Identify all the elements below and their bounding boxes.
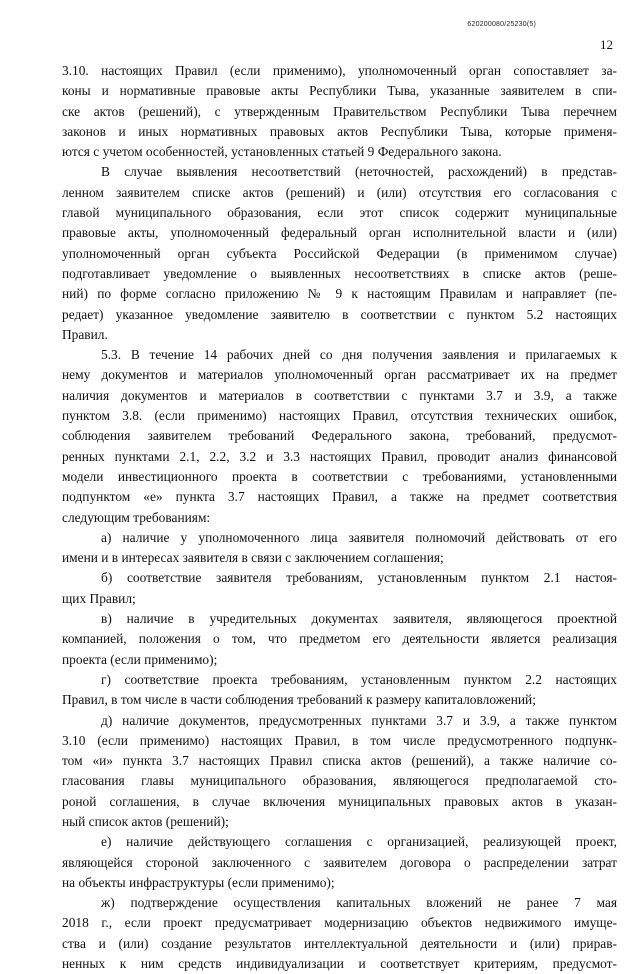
text-line: следующим требованиям: <box>62 509 211 525</box>
text-line: соблюдения заявителем требований Федерального закона, требований, предусмот- <box>62 428 617 444</box>
text-line: г) соответствие проекта требованиям, установленным пунктом 2.2 настоящих <box>101 671 617 687</box>
text-line: Правил, в том числе в части соблюдения требований к размеру капиталовложений; <box>62 692 536 708</box>
text-line: пунктом 3.8. (если применимо) настоящих Правил, отсутствия технических ошибок, <box>62 408 617 424</box>
text-line: Правил. <box>62 326 108 342</box>
text-line: проекта (если применимо); <box>62 651 218 667</box>
text-line: являющейся стороной заключенного с заявителем договора о распределении затрат <box>62 854 617 870</box>
text-line: 5.3. В течение 14 рабочих дней со дня получения заявления и прилагаемых к <box>101 347 617 363</box>
text-line: коны и нормативные правовые акты Республики Тыва, указанные заявителем в спи- <box>62 83 617 99</box>
text-line: ний) по форме согласно приложению № 9 к настоящим Правилам и направляет (пе- <box>62 286 617 302</box>
text-line: законов и иных нормативных правовых актов Республики Тыва, которые применя- <box>62 123 617 139</box>
text-line: роной соглашения, в случае включения муниципальных правовых актов в указан- <box>62 793 617 809</box>
text-line: уполномоченный орган субъекта Российской Федерации (в применимом случае) <box>62 245 617 261</box>
text-line: том «и» пункта 3.7 настоящих Правил списка актов (решений), а также наличие со- <box>62 753 617 769</box>
text-line: ются с учетом особенностей, установленных статьей 9 Федерального закона. <box>62 144 502 160</box>
text-line: компанией, положения о том, что предметом его деятельности является реализация <box>62 631 617 647</box>
text-line: 2018 г., если проект предусматривает модернизацию объектов недвижимого имуще- <box>62 915 617 931</box>
text-line: ске актов (решений), с утвержденным Правительством Республики Тыва перечнем <box>62 103 617 119</box>
text-line: ный список актов (решений); <box>62 813 229 829</box>
text-line: ненных к ним средств индивидуализации и соответствует критериям, предусмот- <box>62 956 617 972</box>
text-line: подготавливает уведомление о выявленных несоответствиях в списке актов (реше- <box>62 265 617 281</box>
text-line: на объекты инфраструктуры (если применимо); <box>62 874 335 890</box>
text-line: а) наличие у уполномоченного лица заявителя полномочий действовать от его <box>101 529 617 545</box>
text-line: е) наличие действующего соглашения с организацией, реализующей проект, <box>101 834 617 850</box>
text-line: правовые акты, уполномоченный федеральный орган исполнительной власти и (или) <box>62 225 617 241</box>
text-line: б) соответствие заявителя требованиям, установленным пунктом 2.1 настоя- <box>101 570 617 586</box>
text-line: щих Правил; <box>62 590 136 606</box>
text-line: модели инвестиционного проекта в соответствии с требованиями, установленными <box>62 468 617 484</box>
text-line: 3.10 (если применимо) настоящих Правил, в том числе предусмотренного подпунк- <box>62 732 617 748</box>
text-line: В случае выявления несоответствий (неточностей, расхождений) в представ- <box>101 164 617 180</box>
text-line: нему документов и материалов уполномоченный орган рассматривает их на предмет <box>62 367 617 383</box>
text-line: ж) подтверждение осуществления капитальных вложений не ранее 7 мая <box>101 895 617 911</box>
text-line: 3.10. настоящих Правил (если применимо), уполномоченный орган сопоставляет за- <box>62 63 617 78</box>
text-line: гласования главы муниципального образования, являющегося предполагаемой сто- <box>62 773 617 789</box>
text-line: редает) указанное уведомление заявителю в соответствии с пунктом 5.2 настоящих <box>62 306 617 322</box>
document-body <box>62 61 617 974</box>
text-line: ренных пунктами 2.1, 2.2, 3.2 и 3.3 настоящих Правил, проводит анализ финансовой <box>62 448 617 464</box>
text-line: главой муниципального образования, если этот список содержит муниципальные <box>62 205 617 221</box>
text-line: д) наличие документов, предусмотренных пунктами 3.7 и 3.9, а также пунктом <box>101 712 617 728</box>
document-code: 620200080/25230(5) <box>467 21 536 28</box>
text-line: ства и (или) создание результатов интеллектуальной деятельности и (или) прирав- <box>62 935 617 951</box>
text-line: имени и в интересах заявителя в связи с заключением соглашения; <box>62 550 444 566</box>
text-line: в) наличие в учредительных документах заявителя, являющегося проектной <box>101 611 617 627</box>
text-line: наличия документов и материалов в соответствии с пунктами 3.7 и 3.9, а также <box>62 387 617 403</box>
text-line: ленном заявителем списке актов (решений) и (или) отсутствия его согласования с <box>62 184 617 200</box>
page-number: 12 <box>600 37 613 52</box>
text-line: подпунктом «е» пункта 3.7 настоящих Правил, а также на предмет соответствия <box>62 489 617 505</box>
